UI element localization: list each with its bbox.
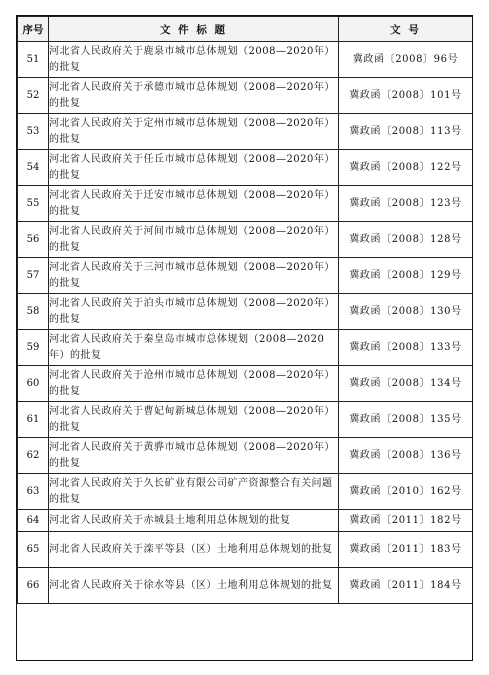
row-title: 河北省人民政府关于秦皇岛市城市总体规划（2008—2020年）的批复 xyxy=(49,330,339,366)
table-row xyxy=(18,474,473,510)
row-number: 62 xyxy=(18,438,49,474)
row-title: 河北省人民政府关于滦平等县（区）土地利用总体规划的批复 xyxy=(49,532,339,568)
row-title: 河北省人民政府关于鹿泉市城市总体规划（2008—2020年）的批复 xyxy=(49,42,339,78)
table-row xyxy=(18,78,473,114)
row-number: 57 xyxy=(18,258,49,294)
row-title: 河北省人民政府关于赤城县土地利用总体规划的批复 xyxy=(49,510,339,532)
row-docno: 冀政函〔2008〕136号 xyxy=(339,438,473,474)
row-docno: 冀政函〔2008〕96号 xyxy=(339,42,473,78)
table-row xyxy=(18,402,473,438)
row-number: 52 xyxy=(18,78,49,114)
row-number: 53 xyxy=(18,114,49,150)
row-number: 66 xyxy=(18,568,49,604)
row-number: 59 xyxy=(18,330,49,366)
row-docno: 冀政函〔2011〕182号 xyxy=(339,510,473,532)
row-docno: 冀政函〔2008〕135号 xyxy=(339,402,473,438)
header-seq: 序号 xyxy=(18,17,49,42)
row-number: 61 xyxy=(18,402,49,438)
row-docno: 冀政函〔2008〕133号 xyxy=(339,330,473,366)
row-docno: 冀政函〔2008〕129号 xyxy=(339,258,473,294)
table-row xyxy=(18,294,473,330)
row-title: 河北省人民政府关于迁安市城市总体规划（2008—2020年）的批复 xyxy=(49,186,339,222)
row-number: 63 xyxy=(18,474,49,510)
row-number: 55 xyxy=(18,186,49,222)
table-row xyxy=(18,438,473,474)
table-row xyxy=(18,532,473,568)
table-row xyxy=(18,42,473,78)
row-title: 河北省人民政府关于泊头市城市总体规划（2008—2020年）的批复 xyxy=(49,294,339,330)
header-docno: 文 号 xyxy=(339,17,473,42)
row-docno: 冀政函〔2011〕183号 xyxy=(339,532,473,568)
row-docno: 冀政函〔2008〕123号 xyxy=(339,186,473,222)
table-row xyxy=(18,114,473,150)
row-title: 河北省人民政府关于三河市城市总体规划（2008—2020年）的批复 xyxy=(49,258,339,294)
row-title: 河北省人民政府关于黄骅市城市总体规划（2008—2020年）的批复 xyxy=(49,438,339,474)
table-header-row xyxy=(18,17,473,42)
table-row xyxy=(18,568,473,604)
table-row xyxy=(18,510,473,532)
row-title: 河北省人民政府关于徐水等县（区）土地利用总体规划的批复 xyxy=(49,568,339,604)
row-docno: 冀政函〔2008〕134号 xyxy=(339,366,473,402)
row-number: 51 xyxy=(18,42,49,78)
row-number: 64 xyxy=(18,510,49,532)
table-body xyxy=(18,42,473,604)
row-title: 河北省人民政府关于曹妃甸新城总体规划（2008—2020年）的批复 xyxy=(49,402,339,438)
row-title: 河北省人民政府关于定州市城市总体规划（2008—2020年）的批复 xyxy=(49,114,339,150)
row-title: 河北省人民政府关于久长矿业有限公司矿产资源整合有关问题的批复 xyxy=(49,474,339,510)
row-docno: 冀政函〔2008〕128号 xyxy=(339,222,473,258)
row-title: 河北省人民政府关于河间市城市总体规划（2008—2020年）的批复 xyxy=(49,222,339,258)
table-row xyxy=(18,222,473,258)
row-docno: 冀政函〔2008〕113号 xyxy=(339,114,473,150)
table-row xyxy=(18,330,473,366)
row-number: 54 xyxy=(18,150,49,186)
table-row xyxy=(18,366,473,402)
table-row xyxy=(18,258,473,294)
row-docno: 冀政函〔2008〕101号 xyxy=(339,78,473,114)
row-number: 60 xyxy=(18,366,49,402)
header-title: 文 件 标 题 xyxy=(49,17,339,42)
table-row xyxy=(18,186,473,222)
row-number: 58 xyxy=(18,294,49,330)
row-docno: 冀政函〔2011〕184号 xyxy=(339,568,473,604)
row-title: 河北省人民政府关于沧州市城市总体规划（2008—2020年）的批复 xyxy=(49,366,339,402)
table-row xyxy=(18,150,473,186)
row-docno: 冀政函〔2008〕130号 xyxy=(339,294,473,330)
row-docno: 冀政函〔2010〕162号 xyxy=(339,474,473,510)
document-table xyxy=(17,16,473,604)
row-title: 河北省人民政府关于任丘市城市总体规划（2008—2020年）的批复 xyxy=(49,150,339,186)
row-number: 65 xyxy=(18,532,49,568)
row-docno: 冀政函〔2008〕122号 xyxy=(339,150,473,186)
row-title: 河北省人民政府关于承德市城市总体规划（2008—2020年）的批复 xyxy=(49,78,339,114)
row-number: 56 xyxy=(18,222,49,258)
